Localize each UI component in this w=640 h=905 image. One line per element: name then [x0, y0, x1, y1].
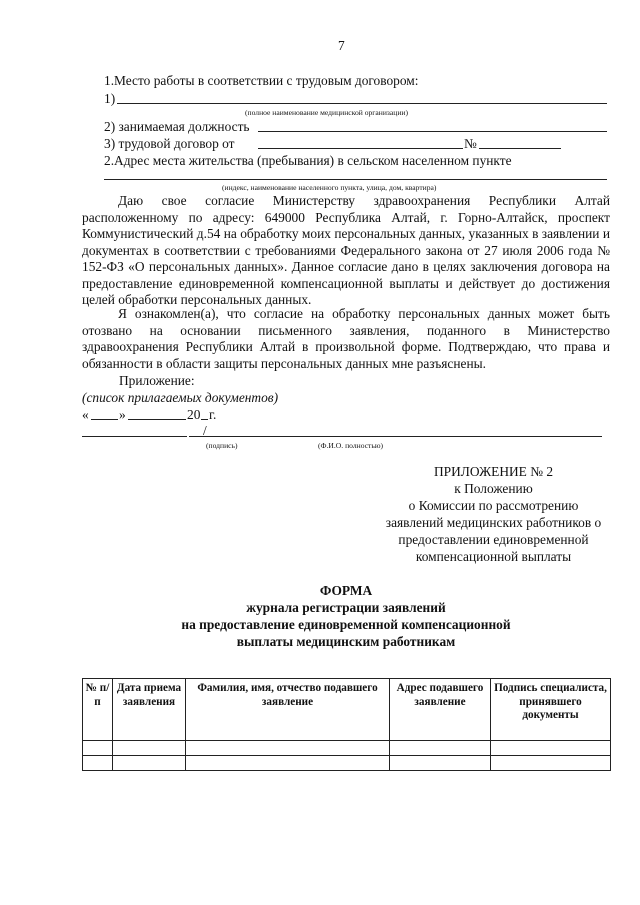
table-cell[interactable]: [113, 756, 186, 771]
table-cell[interactable]: [491, 756, 611, 771]
appendix-line1: к Положению: [454, 481, 533, 496]
table-cell[interactable]: [186, 741, 390, 756]
table-cell[interactable]: [113, 741, 186, 756]
date-suffix: г.: [209, 407, 217, 422]
appendix-line2: о Комиссии по рассмотрению: [408, 498, 579, 513]
form-line2: на предоставление единовременной компенсационной: [181, 617, 511, 632]
date-year: 20: [187, 407, 201, 422]
date-year-fill-line[interactable]: [201, 419, 208, 420]
table-cell[interactable]: [491, 741, 611, 756]
signature-slash: /: [203, 423, 207, 438]
attachment-list-note: (список прилагаемых документов): [82, 390, 279, 405]
table-cell[interactable]: [390, 741, 491, 756]
column-header-signature: Подпись специалиста, принявшего документы: [491, 679, 611, 741]
workplace-caption: (полное наименование медицинской организации): [245, 108, 409, 117]
contract-date-fill-line[interactable]: [258, 148, 463, 149]
table-row: [83, 756, 611, 771]
table-header-row: [83, 679, 611, 741]
address-heading: 2.Адрес места жительства (пребывания) в сельском населенном пункте: [104, 153, 512, 168]
contract-number-sign: №: [464, 136, 477, 151]
table-cell[interactable]: [186, 756, 390, 771]
work-heading: 1.Место работы в соответствии с трудовым договором:: [104, 73, 419, 88]
column-header-date: Дата приема заявления: [113, 679, 186, 741]
table-cell[interactable]: [83, 741, 113, 756]
signature-fill-line[interactable]: [82, 436, 187, 437]
date-day-fill-line[interactable]: [91, 419, 118, 420]
appendix-line4: предоставлении единовременной: [398, 532, 589, 547]
page-number: 7: [338, 38, 345, 53]
attachment-label: Приложение:: [119, 373, 195, 388]
address-fill-line[interactable]: [104, 179, 607, 180]
form-line3: выплаты медицинским работникам: [236, 634, 456, 649]
contract-number-fill-line[interactable]: [479, 148, 561, 149]
fio-caption: (Ф.И.О. полностью): [318, 441, 384, 450]
work-item2-prefix: 2) занимаемая должность: [104, 119, 250, 134]
journal-table: [82, 678, 611, 771]
table-cell[interactable]: [390, 756, 491, 771]
appendix-line5: компенсационной выплаты: [415, 549, 572, 564]
column-header-address: Адрес подавшего заявление: [390, 679, 491, 741]
fio-fill-line[interactable]: [189, 436, 602, 437]
address-caption: (индекс, наименование населенного пункта, улица, дом, квартира): [222, 183, 437, 192]
work-item1-prefix: 1): [104, 91, 116, 106]
workplace-fill-line[interactable]: [117, 103, 607, 104]
form-title: ФОРМА: [319, 583, 373, 598]
consent-paragraph: Даю свое согласие Министерству здравоохранения Республики Алтай расположенному по адресу: 649000 Республика Алтай, г. Горно-Алтайск, проспект Коммунистический д.54 на обработку моих персональных данных, указанных в заявлении и документах в соответствии с требованиями Федерального закона от 27 июля 2006 года № 152-ФЗ «О персональных данных». Данное согласие дано в целях заключения договора на предоставление единовременной компенсационной выплаты и действует до достижения целей обработки персональных данных.: [82, 193, 610, 307]
appendix-title: ПРИЛОЖЕНИЕ № 2: [433, 464, 554, 479]
table-cell[interactable]: [83, 756, 113, 771]
form-line1: журнала регистрации заявлений: [246, 600, 446, 615]
date-month-fill-line[interactable]: [128, 419, 186, 420]
position-fill-line[interactable]: [258, 131, 607, 132]
signature-caption: (подпись): [206, 441, 238, 450]
table-row: [83, 741, 611, 756]
appendix-line3: заявлений медицинских работников о: [385, 515, 602, 530]
date-close-quote: »: [119, 407, 126, 422]
date-open-quote: «: [82, 407, 89, 422]
column-header-number: № п/п: [83, 679, 113, 741]
column-header-fullname: Фамилия, имя, отчество подавшего заявление: [186, 679, 390, 741]
work-item3-prefix: 3) трудовой договор от: [104, 136, 235, 151]
acknowledge-paragraph: Я ознакомлен(а), что согласие на обработку персональных данных может быть отозвано на основании письменного заявления, поданного в Министерство здравоохранения Республики Алтай в произвольной форме. Подтверждаю, что права и обязанности в области защиты персональных данных мне разъяснены.: [82, 306, 610, 371]
